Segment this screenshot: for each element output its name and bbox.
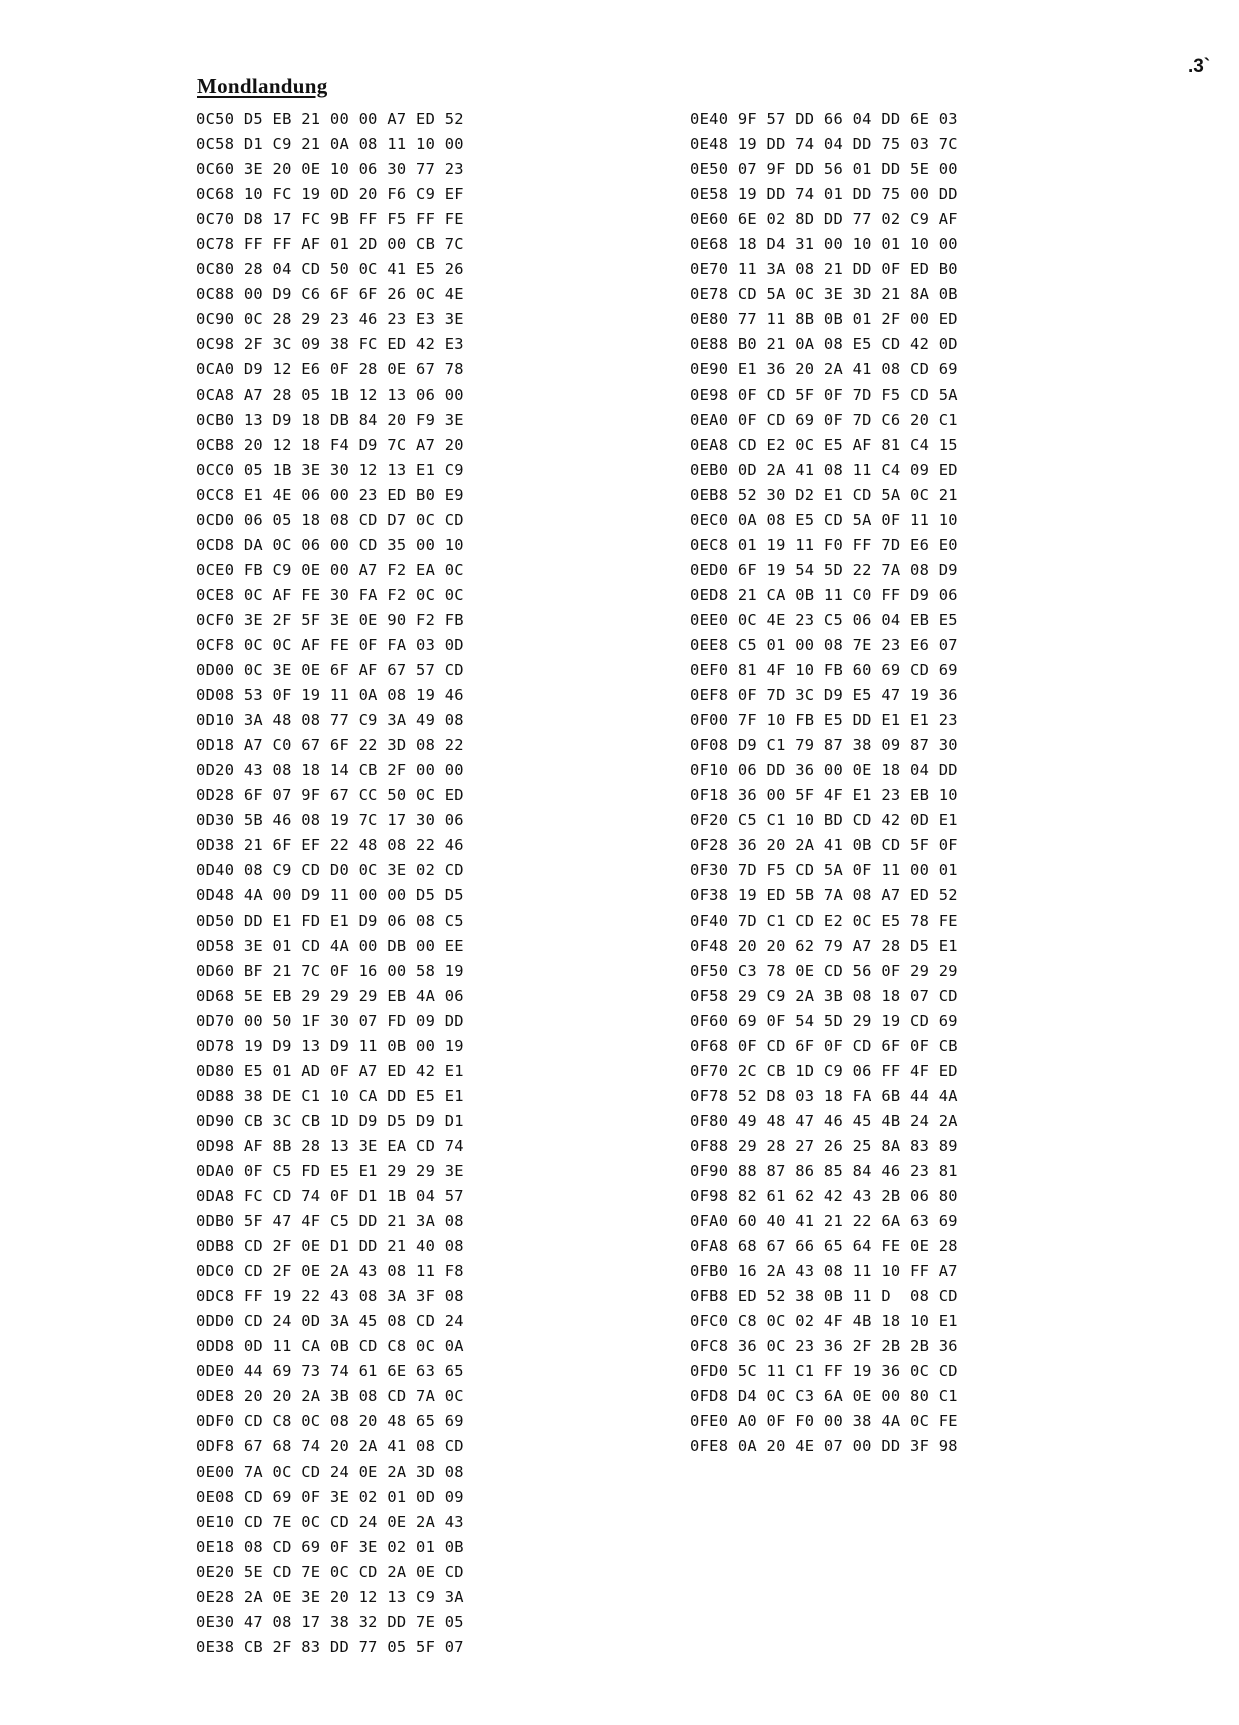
hex-dump-line: 0CD8 DA 0C 06 00 CD 35 00 10 xyxy=(196,535,464,554)
hex-dump-line: 0E18 08 CD 69 0F 3E 02 01 0B xyxy=(196,1537,464,1556)
hex-dump-line: 0F90 88 87 86 85 84 46 23 81 xyxy=(690,1161,958,1180)
hex-dump-line: 0E80 77 11 8B 0B 01 2F 00 ED xyxy=(690,310,958,329)
hex-dump-line: 0E90 E1 36 20 2A 41 08 CD 69 xyxy=(690,360,958,379)
hex-dump-line: 0FA8 68 67 66 65 64 FE 0E 28 xyxy=(690,1237,958,1256)
page-number: .3` xyxy=(1188,56,1211,77)
hex-dump-line: 0FC0 C8 0C 02 4F 4B 18 10 E1 xyxy=(690,1312,958,1331)
hex-dump-line: 0F18 36 00 5F 4F E1 23 EB 10 xyxy=(690,786,958,805)
hex-dump-line: 0C50 D5 EB 21 00 00 A7 ED 52 xyxy=(196,110,464,128)
hex-dump-line: 0C98 2F 3C 09 38 FC ED 42 E3 xyxy=(196,335,464,354)
hex-dump-line: 0CB0 13 D9 18 DB 84 20 F9 3E xyxy=(196,410,464,429)
hex-dump-line: 0EA0 0F CD 69 0F 7D C6 20 C1 xyxy=(690,410,958,429)
hex-dump-line: 0DC0 CD 2F 0E 2A 43 08 11 F8 xyxy=(196,1262,464,1281)
hex-dump-line: 0CE0 FB C9 0E 00 A7 F2 EA 0C xyxy=(196,560,464,579)
hex-dump-line: 0D70 00 50 1F 30 07 FD 09 DD xyxy=(196,1011,464,1030)
hex-dump-line: 0EB0 0D 2A 41 08 11 C4 09 ED xyxy=(690,460,958,479)
hex-dump-line: 0CE8 0C AF FE 30 FA F2 0C 0C xyxy=(196,585,464,604)
hex-dump-line: 0DC8 FF 19 22 43 08 3A 3F 08 xyxy=(196,1287,464,1306)
hex-dump-line: 0DD0 CD 24 0D 3A 45 08 CD 24 xyxy=(196,1312,464,1331)
hex-dump-line: 0E08 CD 69 0F 3E 02 01 0D 09 xyxy=(196,1487,464,1506)
hex-dump-line: 0EE0 0C 4E 23 C5 06 04 EB E5 xyxy=(690,610,958,629)
hex-dump-line: 0F50 C3 78 0E CD 56 0F 29 29 xyxy=(690,961,958,980)
hex-dump-line: 0D60 BF 21 7C 0F 16 00 58 19 xyxy=(196,961,464,980)
hex-dump-line: 0D58 3E 01 CD 4A 00 DB 00 EE xyxy=(196,936,464,955)
hex-dump-line: 0DA8 FC CD 74 0F D1 1B 04 57 xyxy=(196,1187,464,1206)
page-title: Mondlandung xyxy=(197,74,328,98)
hex-dump-line: 0F20 C5 C1 10 BD CD 42 0D E1 xyxy=(690,811,958,830)
hex-dump-line: 0D50 DD E1 FD E1 D9 06 08 C5 xyxy=(196,911,464,930)
hex-dump-line: 0CC0 05 1B 3E 30 12 13 E1 C9 xyxy=(196,460,464,479)
hex-dump-line: 0D78 19 D9 13 D9 11 0B 00 19 xyxy=(196,1036,464,1055)
hex-dump-line: 0F58 29 C9 2A 3B 08 18 07 CD xyxy=(690,986,958,1005)
hex-dump-line: 0CD0 06 05 18 08 CD D7 0C CD xyxy=(196,510,464,529)
hex-dump-line: 0E30 47 08 17 38 32 DD 7E 05 xyxy=(196,1612,464,1631)
hex-dump-line: 0E70 11 3A 08 21 DD 0F ED B0 xyxy=(690,260,958,279)
hex-dump-line: 0FD0 5C 11 C1 FF 19 36 0C CD xyxy=(690,1362,958,1381)
hex-dump-line: 0F80 49 48 47 46 45 4B 24 2A xyxy=(690,1111,958,1130)
hex-dump-line: 0C90 0C 28 29 23 46 23 E3 3E xyxy=(196,310,464,329)
hex-listing-left-column xyxy=(196,107,464,1660)
hex-dump-line: 0FB0 16 2A 43 08 11 10 FF A7 xyxy=(690,1262,958,1281)
hex-dump-line: 0EA8 CD E2 0C E5 AF 81 C4 15 xyxy=(690,435,958,454)
hex-dump-line: 0FB8 ED 52 38 0B 11 D 08 CD xyxy=(690,1287,958,1306)
hex-dump-line: 0DA0 0F C5 FD E5 E1 29 29 3E xyxy=(196,1161,464,1180)
hex-dump-line: 0E10 CD 7E 0C CD 24 0E 2A 43 xyxy=(196,1512,464,1531)
hex-dump-line: 0FA0 60 40 41 21 22 6A 63 69 xyxy=(690,1212,958,1231)
hex-dump-line: 0CB8 20 12 18 F4 D9 7C A7 20 xyxy=(196,435,464,454)
hex-dump-line: 0D30 5B 46 08 19 7C 17 30 06 xyxy=(196,811,464,830)
hex-dump-line: 0EF8 0F 7D 3C D9 E5 47 19 36 xyxy=(690,686,958,705)
hex-dump-line: 0DD8 0D 11 CA 0B CD C8 0C 0A xyxy=(196,1337,464,1356)
hex-dump-line: 0D28 6F 07 9F 67 CC 50 0C ED xyxy=(196,786,464,805)
hex-dump-line: 0F38 19 ED 5B 7A 08 A7 ED 52 xyxy=(690,886,958,905)
hex-dump-line: 0F48 20 20 62 79 A7 28 D5 E1 xyxy=(690,936,958,955)
hex-dump-line: 0F60 69 0F 54 5D 29 19 CD 69 xyxy=(690,1011,958,1030)
hex-dump-line: 0EF0 81 4F 10 FB 60 69 CD 69 xyxy=(690,661,958,680)
hex-dump-line: 0D00 0C 3E 0E 6F AF 67 57 CD xyxy=(196,661,464,680)
hex-dump-line: 0F00 7F 10 FB E5 DD E1 E1 23 xyxy=(690,711,958,730)
hex-dump-line: 0D08 53 0F 19 11 0A 08 19 46 xyxy=(196,686,464,705)
hex-dump-line: 0D40 08 C9 CD D0 0C 3E 02 CD xyxy=(196,861,464,880)
hex-dump-line: 0D48 4A 00 D9 11 00 00 D5 D5 xyxy=(196,886,464,905)
hex-dump-line: 0EC8 01 19 11 F0 FF 7D E6 E0 xyxy=(690,535,958,554)
hex-dump-line: 0E58 19 DD 74 01 DD 75 00 DD xyxy=(690,185,958,204)
hex-dump-line: 0CA0 D9 12 E6 0F 28 0E 67 78 xyxy=(196,360,464,379)
hex-dump-line: 0E38 CB 2F 83 DD 77 05 5F 07 xyxy=(196,1637,464,1656)
hex-dump-line: 0C60 3E 20 0E 10 06 30 77 23 xyxy=(196,160,464,179)
hex-dump-line: 0D80 E5 01 AD 0F A7 ED 42 E1 xyxy=(196,1061,464,1080)
hex-dump-line: 0E50 07 9F DD 56 01 DD 5E 00 xyxy=(690,160,958,179)
hex-dump-line: 0F10 06 DD 36 00 0E 18 04 DD xyxy=(690,761,958,780)
hex-dump-line: 0FC8 36 0C 23 36 2F 2B 2B 36 xyxy=(690,1337,958,1356)
hex-dump-line: 0DE0 44 69 73 74 61 6E 63 65 xyxy=(196,1362,464,1381)
hex-dump-line: 0D68 5E EB 29 29 29 EB 4A 06 xyxy=(196,986,464,1005)
hex-dump-line: 0C78 FF FF AF 01 2D 00 CB 7C xyxy=(196,235,464,254)
hex-dump-line: 0DB0 5F 47 4F C5 DD 21 3A 08 xyxy=(196,1212,464,1231)
hex-dump-line: 0E60 6E 02 8D DD 77 02 C9 AF xyxy=(690,210,958,229)
hex-dump-line: 0FE0 A0 0F F0 00 38 4A 0C FE xyxy=(690,1412,958,1431)
hex-dump-line: 0FE8 0A 20 4E 07 00 DD 3F 98 xyxy=(690,1437,958,1456)
hex-dump-line: 0E98 0F CD 5F 0F 7D F5 CD 5A xyxy=(690,385,958,404)
hex-dump-line: 0D98 AF 8B 28 13 3E EA CD 74 xyxy=(196,1136,464,1155)
hex-dump-line: 0DF8 67 68 74 20 2A 41 08 CD xyxy=(196,1437,464,1456)
hex-dump-line: 0D88 38 DE C1 10 CA DD E5 E1 xyxy=(196,1086,464,1105)
hex-dump-line: 0E78 CD 5A 0C 3E 3D 21 8A 0B xyxy=(690,285,958,304)
hex-dump-line: 0C80 28 04 CD 50 0C 41 E5 26 xyxy=(196,260,464,279)
hex-dump-line: 0ED8 21 CA 0B 11 C0 FF D9 06 xyxy=(690,585,958,604)
hex-dump-line: 0D38 21 6F EF 22 48 08 22 46 xyxy=(196,836,464,855)
hex-dump-line: 0C68 10 FC 19 0D 20 F6 C9 EF xyxy=(196,185,464,204)
hex-dump-line: 0CF8 0C 0C AF FE 0F FA 03 0D xyxy=(196,635,464,654)
hex-dump-line: 0F28 36 20 2A 41 0B CD 5F 0F xyxy=(690,836,958,855)
hex-dump-line: 0DE8 20 20 2A 3B 08 CD 7A 0C xyxy=(196,1387,464,1406)
hex-dump-line: 0C88 00 D9 C6 6F 6F 26 0C 4E xyxy=(196,285,464,304)
hex-dump-line: 0EE8 C5 01 00 08 7E 23 E6 07 xyxy=(690,635,958,654)
hex-dump-line: 0DF0 CD C8 0C 08 20 48 65 69 xyxy=(196,1412,464,1431)
hex-dump-line: 0F88 29 28 27 26 25 8A 83 89 xyxy=(690,1136,958,1155)
hex-listing-right-column xyxy=(690,107,958,1460)
hex-dump-line: 0E28 2A 0E 3E 20 12 13 C9 3A xyxy=(196,1587,464,1606)
hex-dump-line: 0F98 82 61 62 42 43 2B 06 80 xyxy=(690,1187,958,1206)
hex-dump-line: 0CC8 E1 4E 06 00 23 ED B0 E9 xyxy=(196,485,464,504)
hex-dump-line: 0C58 D1 C9 21 0A 08 11 10 00 xyxy=(196,135,464,154)
hex-dump-line: 0E20 5E CD 7E 0C CD 2A 0E CD xyxy=(196,1562,464,1581)
hex-dump-line: 0E00 7A 0C CD 24 0E 2A 3D 08 xyxy=(196,1462,464,1481)
hex-dump-line: 0EC0 0A 08 E5 CD 5A 0F 11 10 xyxy=(690,510,958,529)
hex-dump-line: 0F78 52 D8 03 18 FA 6B 44 4A xyxy=(690,1086,958,1105)
hex-dump-line: 0DB8 CD 2F 0E D1 DD 21 40 08 xyxy=(196,1237,464,1256)
hex-dump-line: 0F08 D9 C1 79 87 38 09 87 30 xyxy=(690,736,958,755)
hex-dump-line: 0FD8 D4 0C C3 6A 0E 00 80 C1 xyxy=(690,1387,958,1406)
hex-dump-line: 0F30 7D F5 CD 5A 0F 11 00 01 xyxy=(690,861,958,880)
hex-dump-line: 0F68 0F CD 6F 0F CD 6F 0F CB xyxy=(690,1036,958,1055)
hex-dump-line: 0D18 A7 C0 67 6F 22 3D 08 22 xyxy=(196,736,464,755)
hex-dump-line: 0E68 18 D4 31 00 10 01 10 00 xyxy=(690,235,958,254)
hex-dump-line: 0E48 19 DD 74 04 DD 75 03 7C xyxy=(690,135,958,154)
hex-dump-line: 0E40 9F 57 DD 66 04 DD 6E 03 xyxy=(690,110,958,128)
hex-dump-line: 0F40 7D C1 CD E2 0C E5 78 FE xyxy=(690,911,958,930)
hex-dump-line: 0C70 D8 17 FC 9B FF F5 FF FE xyxy=(196,210,464,229)
hex-dump-line: 0D90 CB 3C CB 1D D9 D5 D9 D1 xyxy=(196,1111,464,1130)
hex-dump-line: 0D20 43 08 18 14 CB 2F 00 00 xyxy=(196,761,464,780)
hex-dump-line: 0F70 2C CB 1D C9 06 FF 4F ED xyxy=(690,1061,958,1080)
hex-dump-line: 0E88 B0 21 0A 08 E5 CD 42 0D xyxy=(690,335,958,354)
hex-dump-line: 0D10 3A 48 08 77 C9 3A 49 08 xyxy=(196,711,464,730)
hex-dump-line: 0EB8 52 30 D2 E1 CD 5A 0C 21 xyxy=(690,485,958,504)
hex-dump-line: 0CF0 3E 2F 5F 3E 0E 90 F2 FB xyxy=(196,610,464,629)
hex-dump-line: 0CA8 A7 28 05 1B 12 13 06 00 xyxy=(196,385,464,404)
hex-dump-line: 0ED0 6F 19 54 5D 22 7A 08 D9 xyxy=(690,560,958,579)
